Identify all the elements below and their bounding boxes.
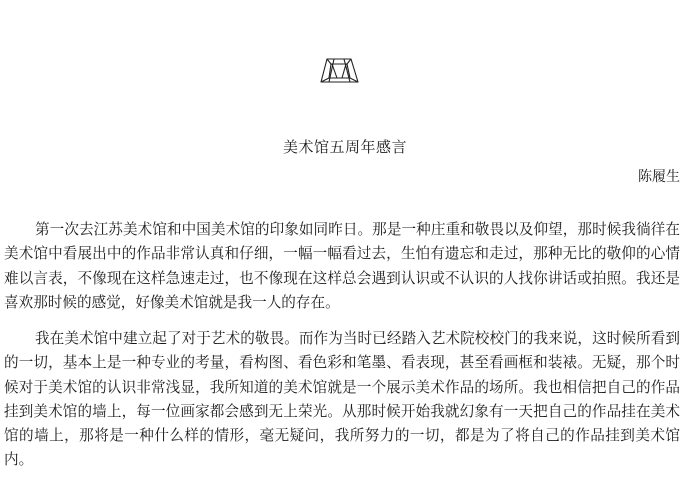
paragraph-1: 第一次去江苏美术馆和中国美术馆的印象如同昨日。那是一种庄重和敬畏以及仰望，那时候我徜徉在美术馆中看展出中的作品非常认真和仔细，一幅一幅看过去，生怕有遗忘和走过，那种无比的敬仰的心情难以言表，不像现在这样急速走过，也不像现在这样总会遇到认识或不认识的人找你讲话或拍照。我还是喜欢那时候的感觉，好像美术馆就是我一人的存在。: [4, 221, 680, 311]
author-name: 陈履生: [638, 169, 680, 185]
paragraph-2: 我在美术馆中建立起了对于艺术的敬畏。而作为当时已经踏入艺术院校校门的我来说，这时候所看到的一切，基本上是一种专业的考量，看构图、看色彩和笔墨、看表现，甚至看画框和装裱。无疑，那个时候对于美术馆的认识非常浅显，我所知道的美术馆就是一个展示美术作品的场所。我也相信把自己的作品挂到美术馆的墙上，每一位画家都会感到无上荣光。从那时候开始我就幻象有一天把自己的作品挂在美术馆的墙上，那将是一种什么样的情形，毫无疑问，我所努力的一切，都是为了将自己的作品挂到美术馆内。: [4, 330, 680, 469]
document-title: 美术馆五周年感言: [282, 138, 407, 156]
logo-icon: [318, 53, 362, 87]
